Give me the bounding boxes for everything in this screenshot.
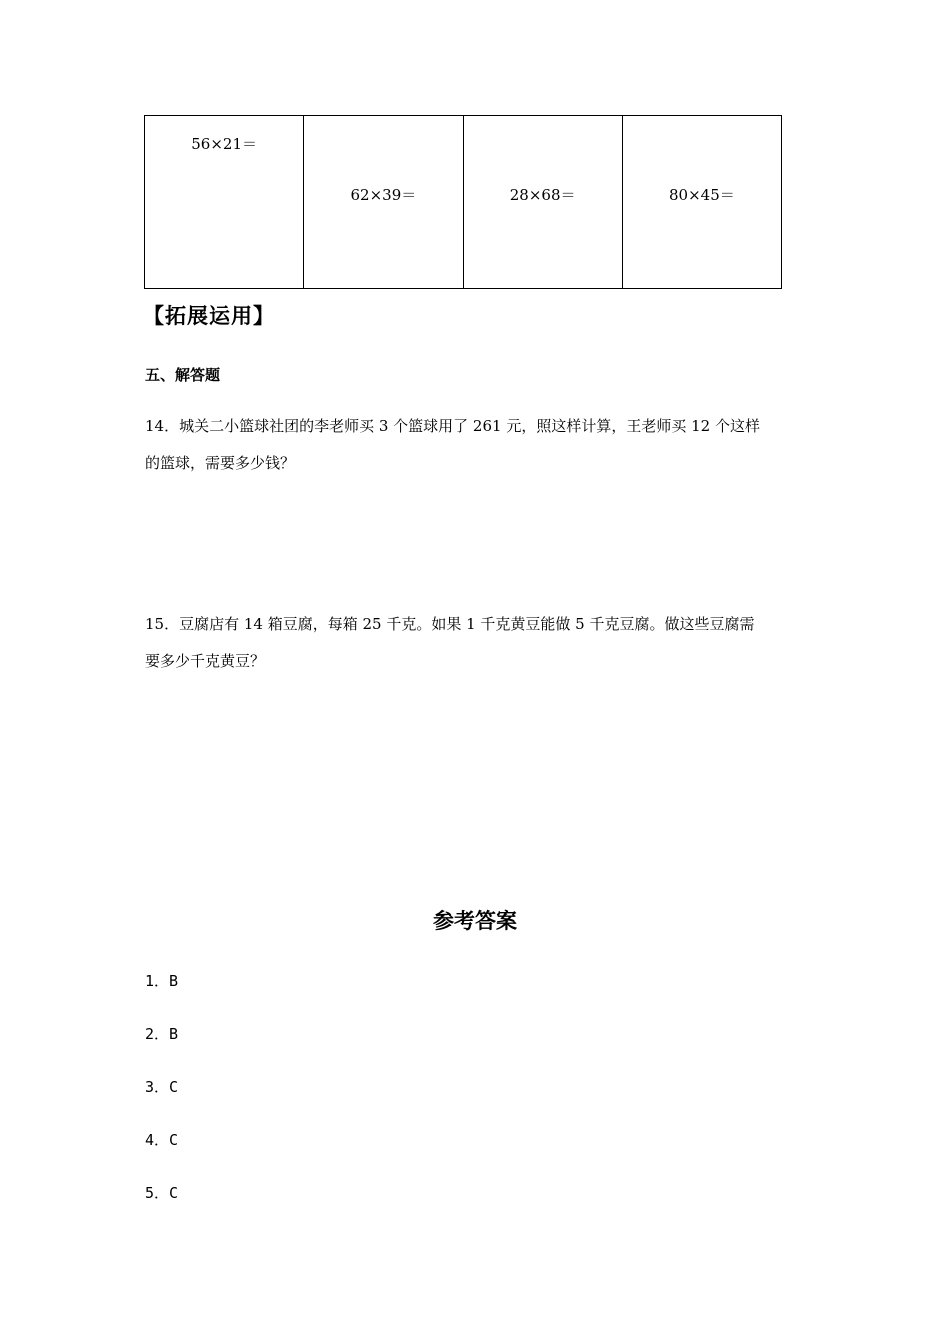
answer-2: 2．B (145, 1025, 179, 1043)
question-14-line-2: 的篮球，需要多少钱？ (145, 454, 296, 472)
question-14-line-1: 14．城关二小篮球社团的李老师买 3 个篮球用了 261 元，照这样计算，王老师买 12 个这样 (145, 417, 760, 435)
calc-cell-1: 56×21＝ (145, 116, 304, 289)
calc-cell-2: 62×39＝ (304, 116, 463, 289)
question-15-line-1: 15．豆腐店有 14 箱豆腐，每箱 25 千克。如果 1 千克黄豆能做 5 千克豆腐。做这些豆腐需 (145, 615, 755, 633)
answer-5: 5．C (145, 1184, 179, 1202)
calc-cell-3: 28×68＝ (463, 116, 622, 289)
question-15-line-2: 要多少千克黄豆？ (145, 652, 266, 670)
answer-3: 3．C (145, 1078, 179, 1096)
question-14 (145, 408, 825, 482)
subsection-title: 五、解答题 (145, 366, 221, 384)
answers-title: 参考答案 (433, 909, 517, 933)
section-title: 【拓展运用】 (143, 304, 275, 328)
answer-4: 4．C (145, 1131, 179, 1149)
calculation-table (144, 115, 782, 289)
answer-1: 1．B (145, 972, 179, 990)
calc-cell-4: 80×45＝ (622, 116, 781, 289)
question-15 (145, 606, 825, 680)
